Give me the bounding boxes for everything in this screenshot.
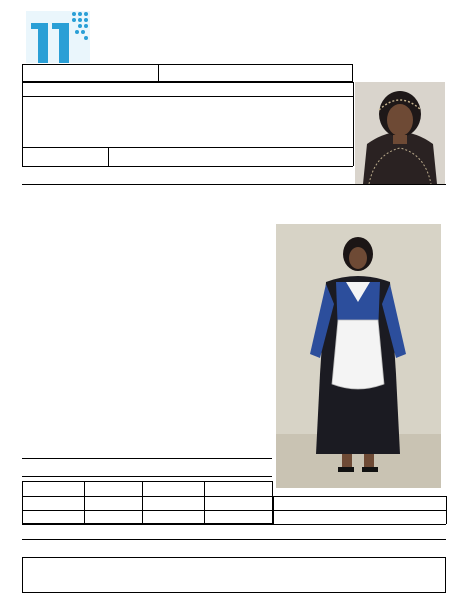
ref-row	[22, 64, 353, 82]
skills-table	[22, 557, 446, 593]
applicant-portrait-photo	[355, 82, 445, 184]
applicant-full-body-photo	[276, 224, 441, 488]
company-logo	[26, 9, 90, 64]
language-table	[22, 481, 273, 524]
